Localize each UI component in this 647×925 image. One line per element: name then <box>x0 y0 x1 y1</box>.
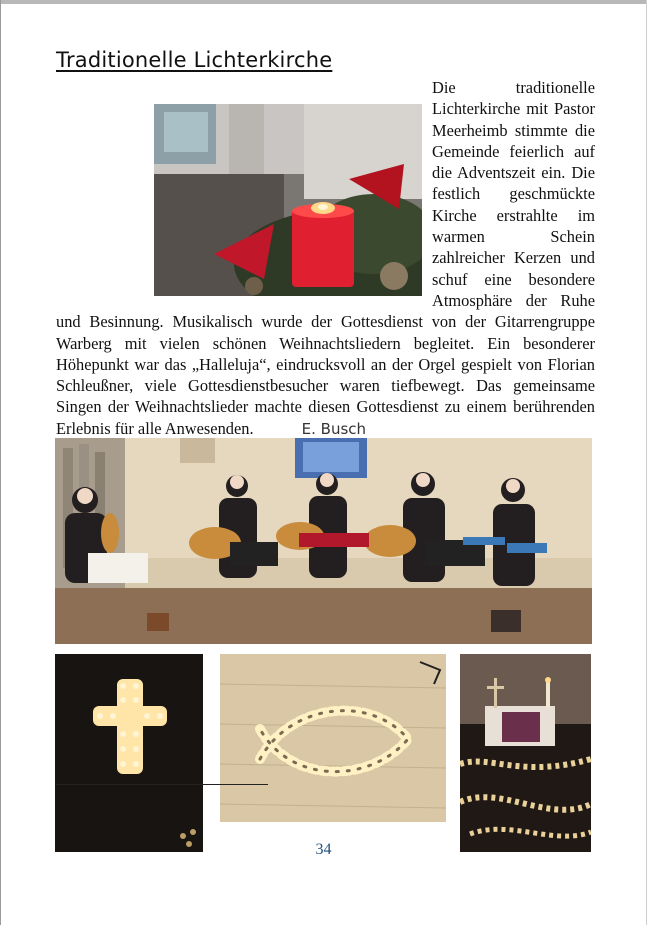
candle-cross-image <box>55 654 203 852</box>
page-top-edge <box>0 0 647 4</box>
page-number: 34 <box>315 841 332 858</box>
candle-fish-image <box>220 654 446 822</box>
author-signature: E. Busch <box>301 419 367 438</box>
candle-fish-photo <box>220 654 446 822</box>
article-title: Traditionelle Lichterkirche <box>56 48 333 72</box>
advent-candle-image <box>154 104 422 296</box>
advent-candle-photo <box>154 104 422 296</box>
guitar-group-photo <box>55 438 592 644</box>
altar-candles-image <box>460 654 591 852</box>
page-left-edge <box>0 0 1 925</box>
divider-line <box>56 784 268 785</box>
guitar-group-image <box>55 438 592 644</box>
article-body <box>56 77 595 440</box>
article-text: Die traditionelle Lichterkirche mit Pastor Meerheimb stimmte die Gemeinde feierlich auf die Adventszeit ein. Die festlich geschmückte Kirche erstrahlte im warmen Schein zahlreicher Kerzen und schuf eine besondere Atmosphäre der Ruhe und Besinnung. Musikalisch wurde der Gottesdienst von der Gitarrengruppe Warberg mit vielen schönen Weihnachtsliedern begleitet. Ein besonderer Höhepunkt war das „Halleluja“, eindrucksvoll an der Orgel gespielt von Florian Schleußner, viele Gottesdienstbesucher waren tiefbewegt. Das gemeinsame Singen der Weihnachtslieder machte diesen Gottesdienst zu einem berührenden Erlebnis für alle Anwesenden. <box>56 78 595 438</box>
candle-cross-photo <box>55 654 203 852</box>
altar-candles-photo <box>460 654 591 852</box>
